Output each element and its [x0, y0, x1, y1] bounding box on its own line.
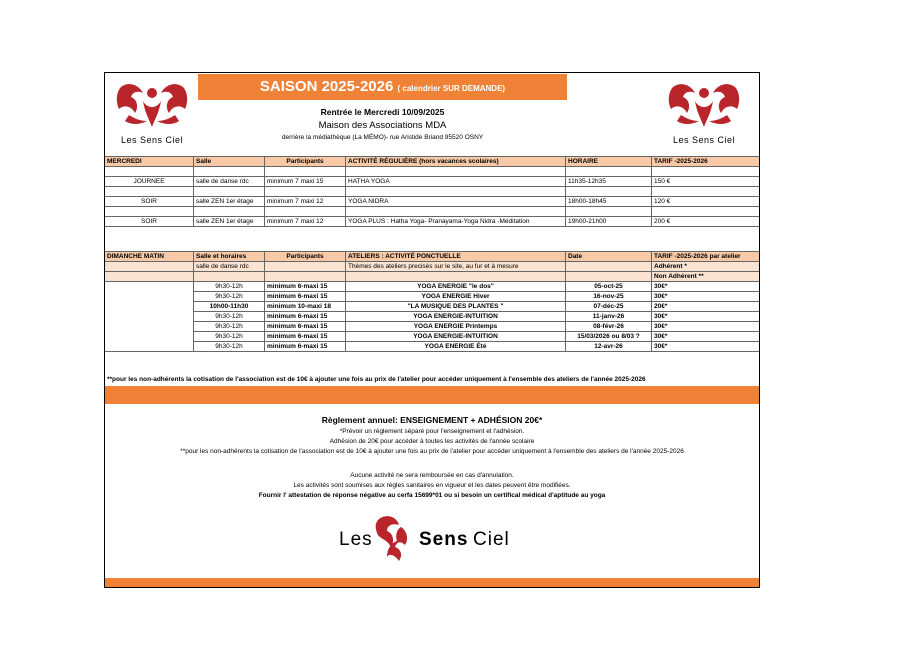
cell-workshop: YOGA ENERGIE Été — [346, 342, 566, 352]
cell-slot: SOIR — [105, 197, 194, 207]
workshops-subheader-row — [105, 262, 761, 272]
cell-horaire: 9h30-12h — [194, 342, 265, 352]
cell-date: 05-oct-25 — [566, 282, 652, 292]
cell-participants: minimum 6-maxi 15 — [265, 332, 346, 342]
logo-word-ciel: Ciel — [473, 529, 510, 550]
reglement-line: *Prévoir un règlement séparé pour l'enseignement et l'adhésion. — [339, 428, 525, 435]
table-row — [105, 342, 761, 352]
workshops-header-row — [105, 252, 761, 262]
cell-participants: minimum 6-maxi 15 — [265, 322, 346, 332]
cell-tarif: 30€* — [652, 332, 761, 342]
cell-date: 16-nov-25 — [566, 292, 652, 302]
cell-participants: minimum 7 maxi 12 — [265, 197, 346, 207]
cell-workshop: YOGA ENERGIE "le dos" — [346, 282, 566, 292]
cell-tarif: 150 € — [652, 177, 761, 187]
cell-activity: YOGA PLUS : Hatha Yoga- Pranayama-Yoga Nidra -Méditation — [346, 217, 566, 227]
table-row — [105, 217, 761, 227]
cell-participants: minimum 6-maxi 15 — [265, 282, 346, 292]
association-emblem-icon — [109, 79, 195, 131]
cell-slot: JOURNEE — [105, 177, 194, 187]
reglement-line: Adhésion de 20€ pour accéder à toutes les activités de l'année scolaire — [329, 438, 535, 445]
footnote: **pour les non-adhérents la cotisation de l'association est de 10€ à ajouter une fois au prix de l'atelier pour accéder uniquement à l'ensemble des ateliers de l'année 2025-2026 — [107, 376, 646, 383]
weekly-classes-table — [104, 156, 760, 227]
logo-word-sens: Sens — [419, 529, 469, 550]
table-row — [105, 177, 761, 187]
cell-tarif: 200 € — [652, 217, 761, 227]
cell-horaire: 9h30-12h — [194, 292, 265, 302]
cell-tarif: 30€* — [652, 282, 761, 292]
weekly-header-row — [105, 157, 761, 167]
cell-date: 15/03/2026 ou 8/03 ? — [566, 332, 652, 342]
cell-salle: salle ZEN 1er étage — [194, 217, 265, 227]
header-tarif: TARIF -2025-2026 par atelier — [652, 252, 761, 262]
cell-salle: salle de danse rdc — [194, 262, 265, 272]
rentree-date: Rentrée le Mercredi 10/09/2025 — [320, 107, 445, 117]
cell-tarif-non-adherent: Non Adhérent ** — [652, 272, 761, 282]
cell-salle: salle ZEN 1er étage — [194, 197, 265, 207]
table-row — [105, 322, 761, 332]
cell-horaire: 11h35-12h35 — [566, 177, 652, 187]
season-sheet — [104, 72, 760, 588]
table-row — [105, 302, 761, 312]
cell-horaire: 9h30-12h — [194, 332, 265, 342]
cell-tarif: 30€* — [652, 322, 761, 332]
cell-workshop: YOGA ENERGIE Printemps — [346, 322, 566, 332]
cell-participants: minimum 6-maxi 15 — [265, 292, 346, 302]
header-activity: ACTIVITÉ RÉGULIÈRE (hors vacances scolaires) — [346, 157, 566, 167]
cell-slot: SOIR — [105, 217, 194, 227]
reglement-line: Aucune activité ne sera remboursée en cas d'annulation. — [350, 472, 514, 479]
logo-word-les: Les — [339, 529, 373, 550]
reglement-title: Règlement annuel: ENSEIGNEMENT + ADHÉSION 20€* — [321, 415, 543, 425]
logo-bottom — [337, 513, 537, 563]
orange-divider — [105, 386, 759, 404]
cell-horaire: 9h30-12h — [194, 322, 265, 332]
cell-tarif: 30€* — [652, 312, 761, 322]
orange-footer-bar — [105, 578, 759, 588]
season-title: SAISON 2025-2026 — [259, 78, 394, 95]
cell-horaire: 19h00-21h00 — [566, 217, 652, 227]
cell-workshop: YOGA ENERGIE-INTUITION — [346, 332, 566, 342]
cell-date: 07-déc-25 — [566, 302, 652, 312]
table-row — [105, 332, 761, 342]
cell-participants: minimum 10-maxi 18 — [265, 302, 346, 312]
cell-horaire: 9h30-12h — [194, 312, 265, 322]
logo-left — [109, 79, 195, 151]
header-salle: Salle — [194, 157, 265, 167]
header-date: Date — [566, 252, 652, 262]
cell-salle: salle de danse rdc — [194, 177, 265, 187]
header-day: MERCREDI — [105, 157, 194, 167]
header-horaire: HORAIRE — [566, 157, 652, 167]
logo-left-text: Les Sens Ciel — [120, 135, 184, 145]
association-emblem-icon — [373, 513, 415, 563]
cell-workshop: YOGA ENERGIE-INTUITION — [346, 312, 566, 322]
workshops-table — [104, 251, 760, 352]
reglement-line: Fournir l' attestation de réponse négative au cerfa 15699*01 ou si besoin un certifical médical d'aptitude au yoga — [258, 492, 606, 499]
logo-right — [661, 79, 747, 151]
reglement-line: **pour les non-adhérents la cotisation de l'association est de 10€ à ajouter une fois au prix de l'atelier pour accéder uniquement à l'ensemble des ateliers de l'année 2025-2026 — [180, 448, 684, 455]
cell-tarif: 30€* — [652, 292, 761, 302]
cell-date: 08-févr-26 — [566, 322, 652, 332]
header-salle: Salle et horaires — [194, 252, 265, 262]
association-emblem-icon — [661, 79, 747, 131]
header-activity: ATELIERS : ACTIVITÉ PONCTUELLE — [346, 252, 566, 262]
workshops-subheader-row — [105, 272, 761, 282]
cell-tarif: 120 € — [652, 197, 761, 207]
cell-date: 11-janv-26 — [566, 312, 652, 322]
reglement-line: Les activités sont soumises aux règles sanitaires en vigueur et les dates peuvent être modifiées. — [293, 482, 571, 489]
cell-horaire: 9h30-12h — [194, 282, 265, 292]
cell-tarif-adherent: Adhérent * — [652, 262, 761, 272]
cell-participants: minimum 6-maxi 15 — [265, 342, 346, 352]
cell-activity: YOGA NIDRA — [346, 197, 566, 207]
cell-tarif: 30€* — [652, 342, 761, 352]
venue-name: Maison des Associations MDA — [318, 120, 447, 131]
header-participants: Participants — [265, 157, 346, 167]
cell-horaire: 18h00-18h45 — [566, 197, 652, 207]
table-row — [105, 197, 761, 207]
cell-date: 12-avr-26 — [566, 342, 652, 352]
cell-participants: minimum 7 maxi 15 — [265, 177, 346, 187]
table-row — [105, 312, 761, 322]
table-row — [105, 282, 761, 292]
season-title-note: ( calendrier SUR DEMANDE) — [397, 84, 506, 93]
cell-participants: minimum 7 maxi 12 — [265, 217, 346, 227]
cell-workshop: YOGA ENERGIE Hiver — [346, 292, 566, 302]
header-tarif: TARIF -2025-2026 — [652, 157, 761, 167]
cell-theme-note: Thèmes des ateliers precisés sur le site, au fur et à mesure — [346, 262, 566, 272]
reglement-section — [105, 414, 759, 501]
table-row — [105, 292, 761, 302]
header-day: DIMANCHE MATIN — [105, 252, 194, 262]
header-participants: Participants — [265, 252, 346, 262]
venue-address: derrière la médiathèque (La MÉMO)- rue Aristide Briand 95520 OSNY — [281, 134, 484, 141]
logo-right-text: Les Sens Ciel — [672, 135, 736, 145]
season-title-banner — [198, 74, 567, 100]
cell-participants: minimum 6-maxi 15 — [265, 312, 346, 322]
cell-tarif: 20€* — [652, 302, 761, 312]
cell-activity: HATHA YOGA — [346, 177, 566, 187]
cell-horaire: 10h00-11h30 — [194, 302, 265, 312]
cell-workshop: "LA MUSIQUE DES PLANTES " — [346, 302, 566, 312]
